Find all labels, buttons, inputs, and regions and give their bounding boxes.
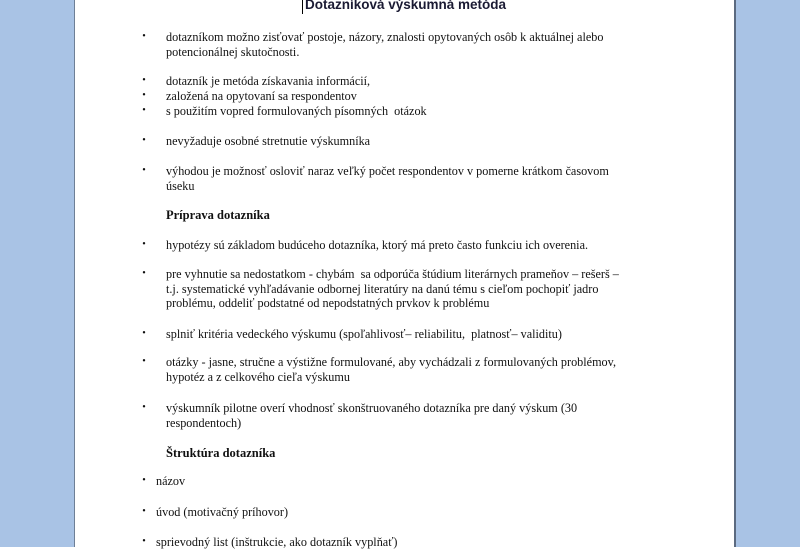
document-title: Dotazníková výskumná metóda <box>302 0 506 14</box>
bullet-text-line: dotazník je metóda získavania informácií, <box>166 74 371 88</box>
bullet-glyph: • <box>142 475 146 486</box>
bullet-text-line: hypotézy sú základom budúceho dotazníka, ktorý má preto často funkciu ich overenia. <box>166 238 589 252</box>
bullet-glyph: • <box>142 506 146 517</box>
title-line <box>76 0 732 14</box>
bullet-glyph: • <box>142 268 146 279</box>
bullet-text-line: výhodou je možnosť osloviť naraz veľký počet respondentov v pomerne krátkom časovom <box>166 164 609 178</box>
bullet-glyph: • <box>142 31 146 42</box>
bullet-glyph: • <box>142 239 146 250</box>
bullet-text-line: dotazníkom možno zisťovať postoje, názory, znalosti opytovaných osôb k aktuálnej alebo <box>166 30 604 44</box>
bullet-text-line: sprievodný list (inštrukcie, ako dotazník vyplňať) <box>156 535 398 549</box>
bullet-glyph: • <box>142 402 146 413</box>
bullet-glyph: • <box>142 135 146 146</box>
bullet-glyph: • <box>142 328 146 339</box>
bullet-glyph: • <box>142 75 146 86</box>
bullet-text-line: založená na opytovaní sa respondentov <box>166 89 357 103</box>
bullet-glyph: • <box>142 90 146 101</box>
bullet-text-line: potencionálnej skutočnosti. <box>166 44 300 59</box>
bullet-glyph: • <box>142 105 146 116</box>
bullet-glyph: • <box>142 536 146 547</box>
heading-struktura: Štruktúra dotazníka <box>166 446 276 460</box>
bullet-text-line: otázky - jasne, stručne a výstižne formulované, aby vychádzali z formulovaných problémov, <box>166 355 616 369</box>
bullet-text-line: respondentoch) <box>166 415 242 430</box>
bullet-text-line: hypotéz a z celkového cieľa výskumu <box>166 369 350 384</box>
bullet-glyph: • <box>142 165 146 176</box>
bullet-text-line: výskumník pilotne overí vhodnosť skonštruovaného dotazníka pre daný výskum (30 <box>166 401 578 415</box>
bullet-glyph: • <box>142 356 146 367</box>
bullet-text-line: pre vyhnutie sa nedostatkom - chybám sa odporúča štúdium literárnych prameňov – rešerš – <box>166 267 619 281</box>
bullet-text-line: problému, oddeliť podstatné od nepodstatných prvkov k problému <box>166 296 490 311</box>
bullet-text-line: s použitím vopred formulovaných písomných otázok <box>166 104 427 118</box>
bullet-text-line: t.j. systematické vyhľadávanie odbornej literatúry na danú tému s cieľom pochopiť jadro <box>166 281 599 296</box>
document-page[interactable] <box>76 0 732 552</box>
bullet-text-line: názov <box>156 474 186 488</box>
bullet-text-line: úvod (motivačný príhovor) <box>156 505 289 519</box>
bullet-text-line: nevyžaduje osobné stretnutie výskumníka <box>166 134 371 148</box>
bullet-text-line: splniť kritéria vedeckého výskumu (spoľahlivosť– reliabilitu, platnosť– validitu) <box>166 327 562 341</box>
bullet-text-line: úseku <box>166 178 195 193</box>
heading-priprava: Príprava dotazníka <box>166 208 270 222</box>
